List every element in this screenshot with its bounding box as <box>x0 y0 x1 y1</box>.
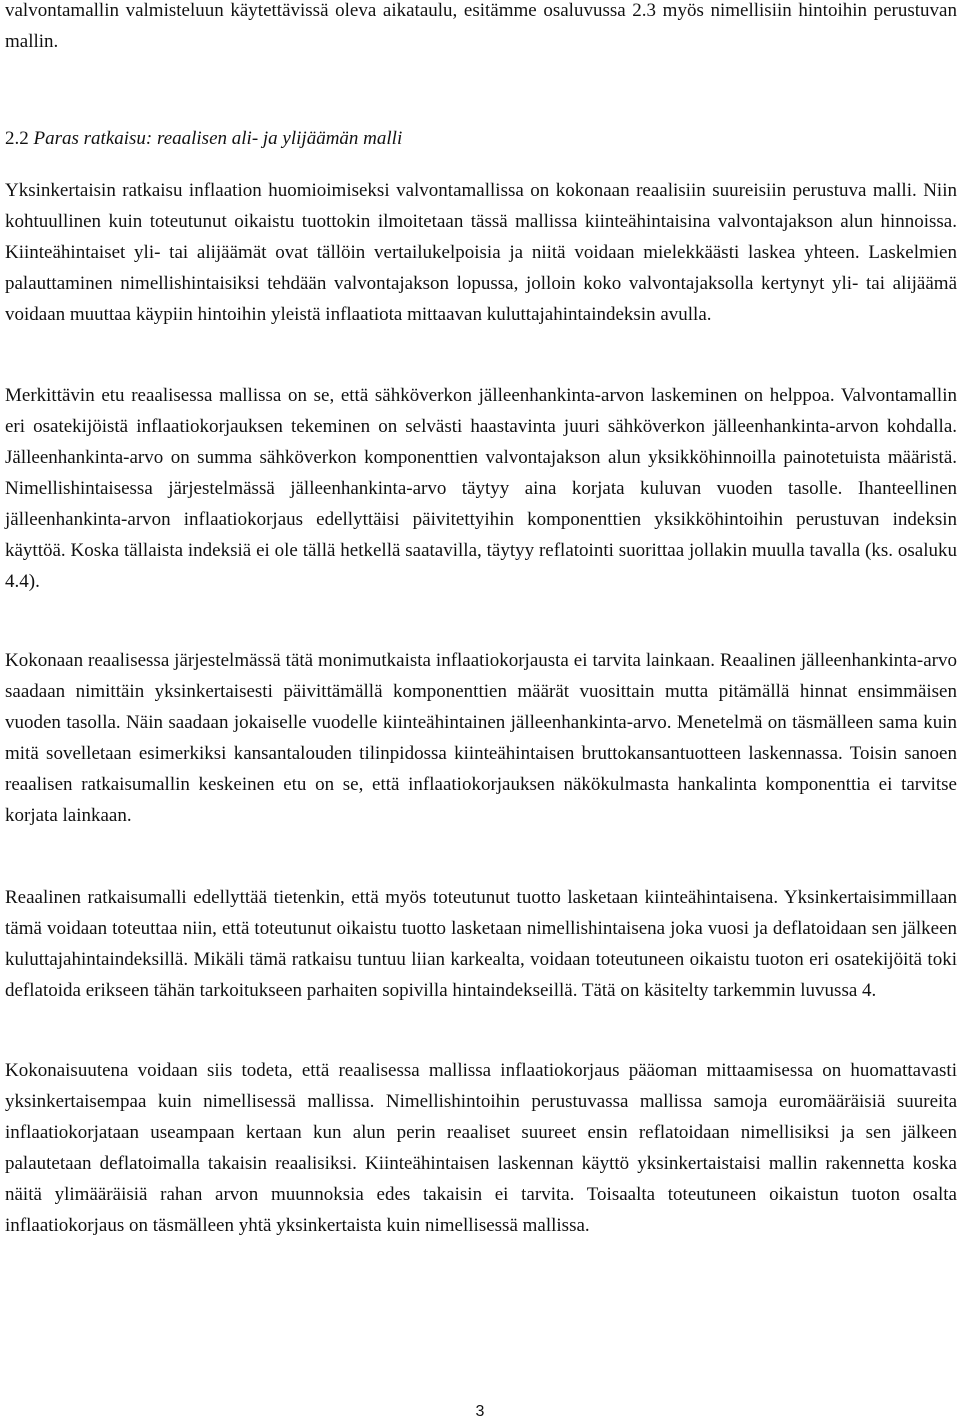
section-title: Paras ratkaisu: reaalisen ali- ja ylijäämän malli <box>33 128 403 149</box>
paragraph-3: Kokonaan reaalisessa järjestelmässä tätä monimutkaista inflaatiokorjausta ei tarvita lainkaan. Reaalinen jälleenhankinta-arvo saadaan nimittäin yksinkertaisesti päivittämällä komponenttien määrät vuosittain mutta pitämällä hinnat ensimmäisen vuoden tasolla. Näin saadaan jokaiselle vuodelle kiinteähintainen jälleenhankinta-arvo. Menetelmä on täsmälleen sama kuin mitä sovelletaan esimerkiksi kansantalouden tilinpidossa kiinteähintaisen bruttokansantuotteen laskennassa. Toisin sanoen reaalisen ratkaisumallin keskeinen etu on se, että inflaatiokorjauksen näkökulmasta hankalinta komponenttia ei tarvitse korjata lainkaan. <box>5 650 957 826</box>
intro-paragraph: valvontamallin valmisteluun käytettävissä oleva aikataulu, esitämme osaluvussa 2.3 myös nimellisiin hintoihin perustuvan mallin. <box>5 0 957 52</box>
paragraph-4: Reaalinen ratkaisumalli edellyttää tietenkin, että myös toteutunut tuotto lasketaan kiinteähintaisena. Yksinkertaisimmillaan tämä voidaan toteuttaa niin, että toteutunut oikaistu tuotto lasketaan nimellishintaisena joka vuosi ja deflatoidaan sen jälkeen kuluttajahintaindeksillä. Mikäli tämä ratkaisu tuntuu liian karkealta, voidaan toteutuneen oikaistu tuoton eri osatekijöitä toki deflatoida erikseen tähän tarkoitukseen parhaiten sopivilla hintaindekseillä. Tätä on käsitelty tarkemmin luvussa 4. <box>5 887 957 1001</box>
section-number: 2.2 <box>5 128 29 149</box>
paragraph-1: Yksinkertaisin ratkaisu inflaation huomioimiseksi valvontamallissa on kokonaan reaalisiin suureisiin perustuva malli. Niin kohtuullinen kuin toteutunut oikaistu tuottokin ilmoitetaan tässä mallissa kiinteähintaisina valvontajakson alun hinnoissa. Kiinteähintaiset yli- tai alijäämät ovat tällöin vertailukelpoisia ja niitä voidaan mielekkäästi laskea yhteen. Laskelmien palauttaminen nimellishintaisiksi tehdään valvontajakson lopussa, jolloin koko valvontajaksolla kertynyt yli- tai alijäämä voidaan muuttaa käypiin hintoihin yleistä inflaatiota mittaavan kuluttajahintaindeksin avulla. <box>5 180 957 325</box>
section-heading <box>5 123 402 154</box>
paragraph-2: Merkittävin etu reaalisessa mallissa on se, että sähköverkon jälleenhankinta-arvon laskeminen on helppoa. Valvontamallin eri osatekijöistä inflaatiokorjauksen tekeminen on selvästi haastavinta juuri sähköverkon jälleenhankinta-arvon kohdalla. Jälleenhankinta-arvo on summa sähköverkon komponenttien valvontajakson alun yksikköhinnoilla painotetuista määristä. Nimellishintaisessa järjestelmässä jälleenhankinta-arvo täytyy aina korjata kuluvan vuoden tasolle. Ihanteellinen jälleenhankinta-arvon inflaatiokorjaus edellyttäisi päivitettyihin komponenttien yksikköhintoihin perustuvan indeksin käyttöä. Koska tällaista indeksiä ei ole tällä hetkellä saatavilla, täytyy reflatointi suorittaa jollakin muulla tavalla (ks. osaluku 4.4). <box>5 385 957 592</box>
page-number: 3 <box>475 1403 485 1420</box>
paragraph-5: Kokonaisuutena voidaan siis todeta, että reaalisessa mallissa inflaatiokorjaus pääoman mittaamisessa on huomattavasti yksinkertaisempaa kuin nimellisessä mallissa. Nimellishintoihin perustuvassa mallissa samoja euromääräisiä suureita inflaatiokorjataan useampaan kertaan kun alun perin reaaliset suureet ensin reflatoidaan nimellisiksi ja sen jälkeen palautetaan deflatoimalla takaisin reaalisiksi. Kiinteähintaisen laskennan käyttö yksinkertaistaisi mallin rakennetta koska näitä ylimääräisiä rahan arvon muunnoksia edes takaisin ei tarvita. Toisaalta toteutuneen oikaistun tuoton osalta inflaatiokorjaus on täsmälleen yhtä yksinkertaista kuin nimellisessä mallissa. <box>5 1060 957 1236</box>
